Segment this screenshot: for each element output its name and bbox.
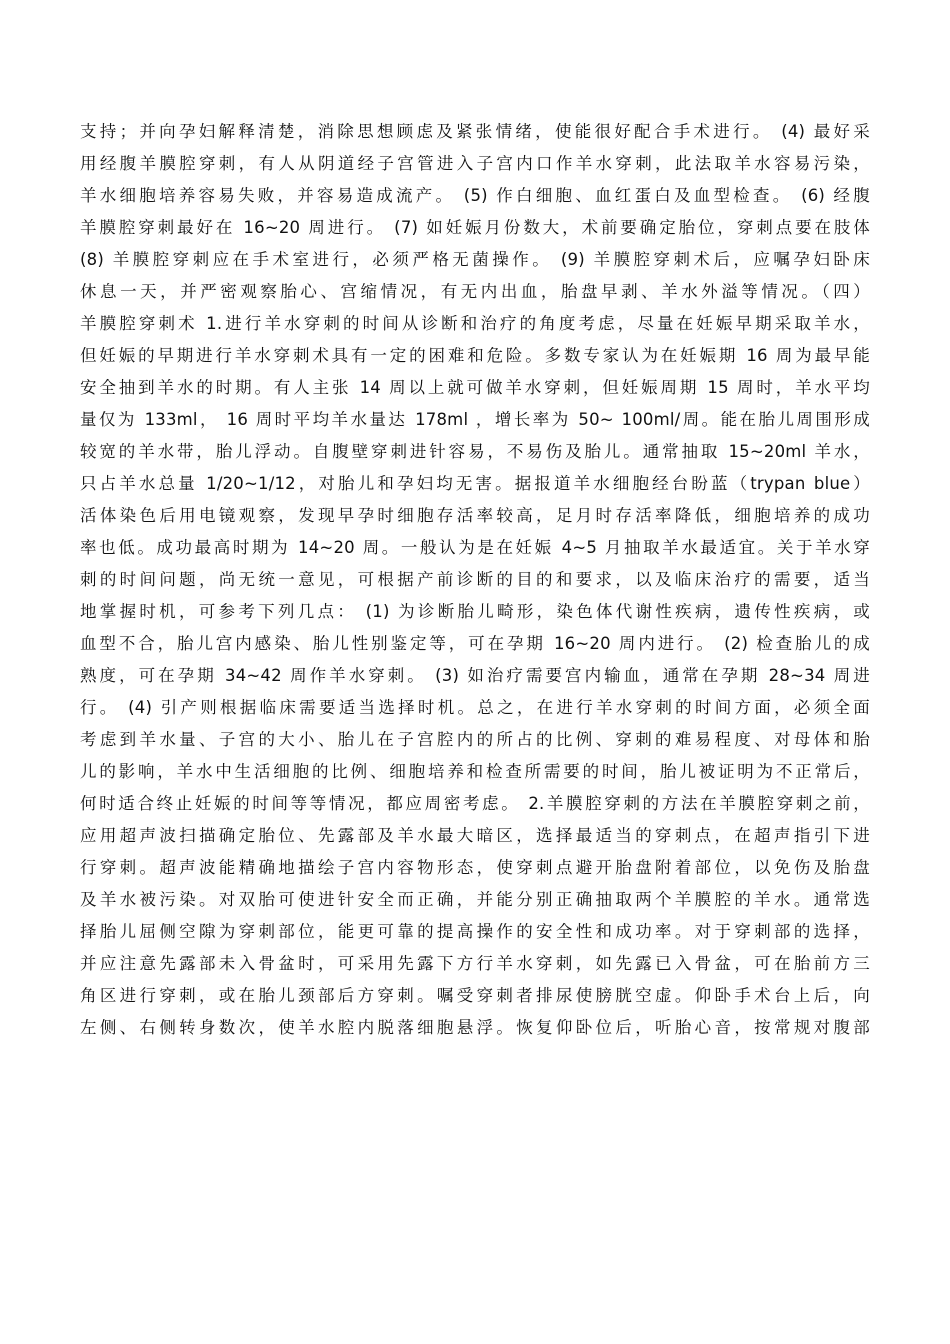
text-line: 何时适合终止妊娠的时间等等情况，都应周密考虑。 2.羊膜腔穿刺的方法在羊膜腔穿刺之前，	[80, 794, 870, 813]
text-line: 及羊水被污染。对双胎可使进针安全而正确，并能分别正确抽取两个羊膜腔的羊水。通常选	[80, 890, 870, 909]
text-line: 休息一天，并严密观察胎心、宫缩情况，有无内出血，胎盘早剥、羊水外溢等情况。（四）	[80, 282, 870, 301]
text-line: 但妊娠的早期进行羊水穿刺术具有一定的困难和危险。多数专家认为在妊娠期 16 周为最早能	[80, 346, 870, 365]
text-line: 角区进行穿刺，或在胎儿颈部后方穿刺。嘱受穿刺者排尿使膀胱空虚。仰卧手术台上后，向	[80, 986, 870, 1005]
text-line: 行穿刺。超声波能精确地描绘子宫内容物形态，使穿刺点避开胎盘附着部位，以免伤及胎盘	[80, 858, 870, 877]
text-line: 应用超声波扫描确定胎位、先露部及羊水最大暗区，选择最适当的穿刺点，在超声指引下进	[80, 826, 870, 845]
text-line: (8) 羊膜腔穿刺应在手术室进行，必须严格无菌操作。 (9) 羊膜腔穿刺术后，应嘱孕妇卧床	[80, 250, 870, 269]
text-line: 量仅为 133ml， 16 周时平均羊水量达 178ml ，增长率为 50~ 100ml/周。能在胎儿周围形成	[80, 410, 870, 429]
text-line: 儿的影响，羊水中生活细胞的比例、细胞培养和检查所需要的时间，胎儿被证明为不正常后，	[80, 762, 870, 781]
text-line: 择胎儿屈侧空隙为穿刺部位，能更可靠的提高操作的安全性和成功率。对于穿刺部的选择，	[80, 922, 870, 941]
text-line: 率也低。成功最高时期为 14~20 周。一般认为是在妊娠 4~5 月抽取羊水最适宜。关于羊水穿	[80, 538, 870, 557]
text-line: 地掌握时机，可参考下列几点： (1) 为诊断胎儿畸形，染色体代谢性疾病，遗传性疾病，或	[80, 602, 870, 621]
text-line: 安全抽到羊水的时期。有人主张 14 周以上就可做羊水穿刺，但妊娠周期 15 周时，羊水平均	[80, 378, 870, 397]
text-line: 熟度，可在孕期 34~42 周作羊水穿刺。 (3) 如治疗需要宫内输血，通常在孕期 28~34 周进	[80, 666, 870, 685]
document-page	[80, 116, 870, 1044]
text-line: 活体染色后用电镜观察，发现早孕时细胞存活率较高，足月时存活率降低，细胞培养的成功	[80, 506, 870, 525]
text-line: 考虑到羊水量、子宫的大小、胎儿在子宫腔内的所占的比例、穿刺的难易程度、对母体和胎	[80, 730, 870, 749]
text-line: 用经腹羊膜腔穿刺，有人从阴道经子宫管进入子宫内口作羊水穿刺，此法取羊水容易污染，	[80, 154, 870, 173]
text-line: 羊膜腔穿刺最好在 16~20 周进行。 (7) 如妊娠月份数大，术前要确定胎位，穿刺点要在肢体	[80, 218, 870, 237]
text-line: 刺的时间问题，尚无统一意见，可根据产前诊断的目的和要求，以及临床治疗的需要，适当	[80, 570, 870, 589]
text-line: 羊膜腔穿刺术 1.进行羊水穿刺的时间从诊断和治疗的角度考虑，尽量在妊娠早期采取羊水，	[80, 314, 870, 333]
text-line: 只占羊水总量 1/20~1/12，对胎儿和孕妇均无害。据报道羊水细胞经台盼蓝（trypan blue）	[80, 474, 870, 493]
text-line: 支持；并向孕妇解释清楚，消除思想顾虑及紧张情绪，使能很好配合手术进行。 (4) 最好采	[80, 122, 870, 141]
text-line: 左侧、右侧转身数次，使羊水腔内脱落细胞悬浮。恢复仰卧位后，听胎心音，按常规对腹部	[80, 1018, 870, 1037]
text-line: 较宽的羊水带，胎儿浮动。自腹壁穿刺进针容易，不易伤及胎儿。通常抽取 15~20ml 羊水，	[80, 442, 870, 461]
text-line: 行。 (4) 引产则根据临床需要适当选择时机。总之，在进行羊水穿刺的时间方面，必须全面	[80, 698, 870, 717]
text-line: 并应注意先露部未入骨盆时，可采用先露下方行羊水穿刺，如先露已入骨盆，可在胎前方三	[80, 954, 870, 973]
text-line: 血型不合，胎儿宫内感染、胎儿性别鉴定等，可在孕期 16~20 周内进行。 (2) 检查胎儿的成	[80, 634, 870, 653]
text-line: 羊水细胞培养容易失败，并容易造成流产。 (5) 作白细胞、血红蛋白及血型检查。 (6) 经腹	[80, 186, 870, 205]
